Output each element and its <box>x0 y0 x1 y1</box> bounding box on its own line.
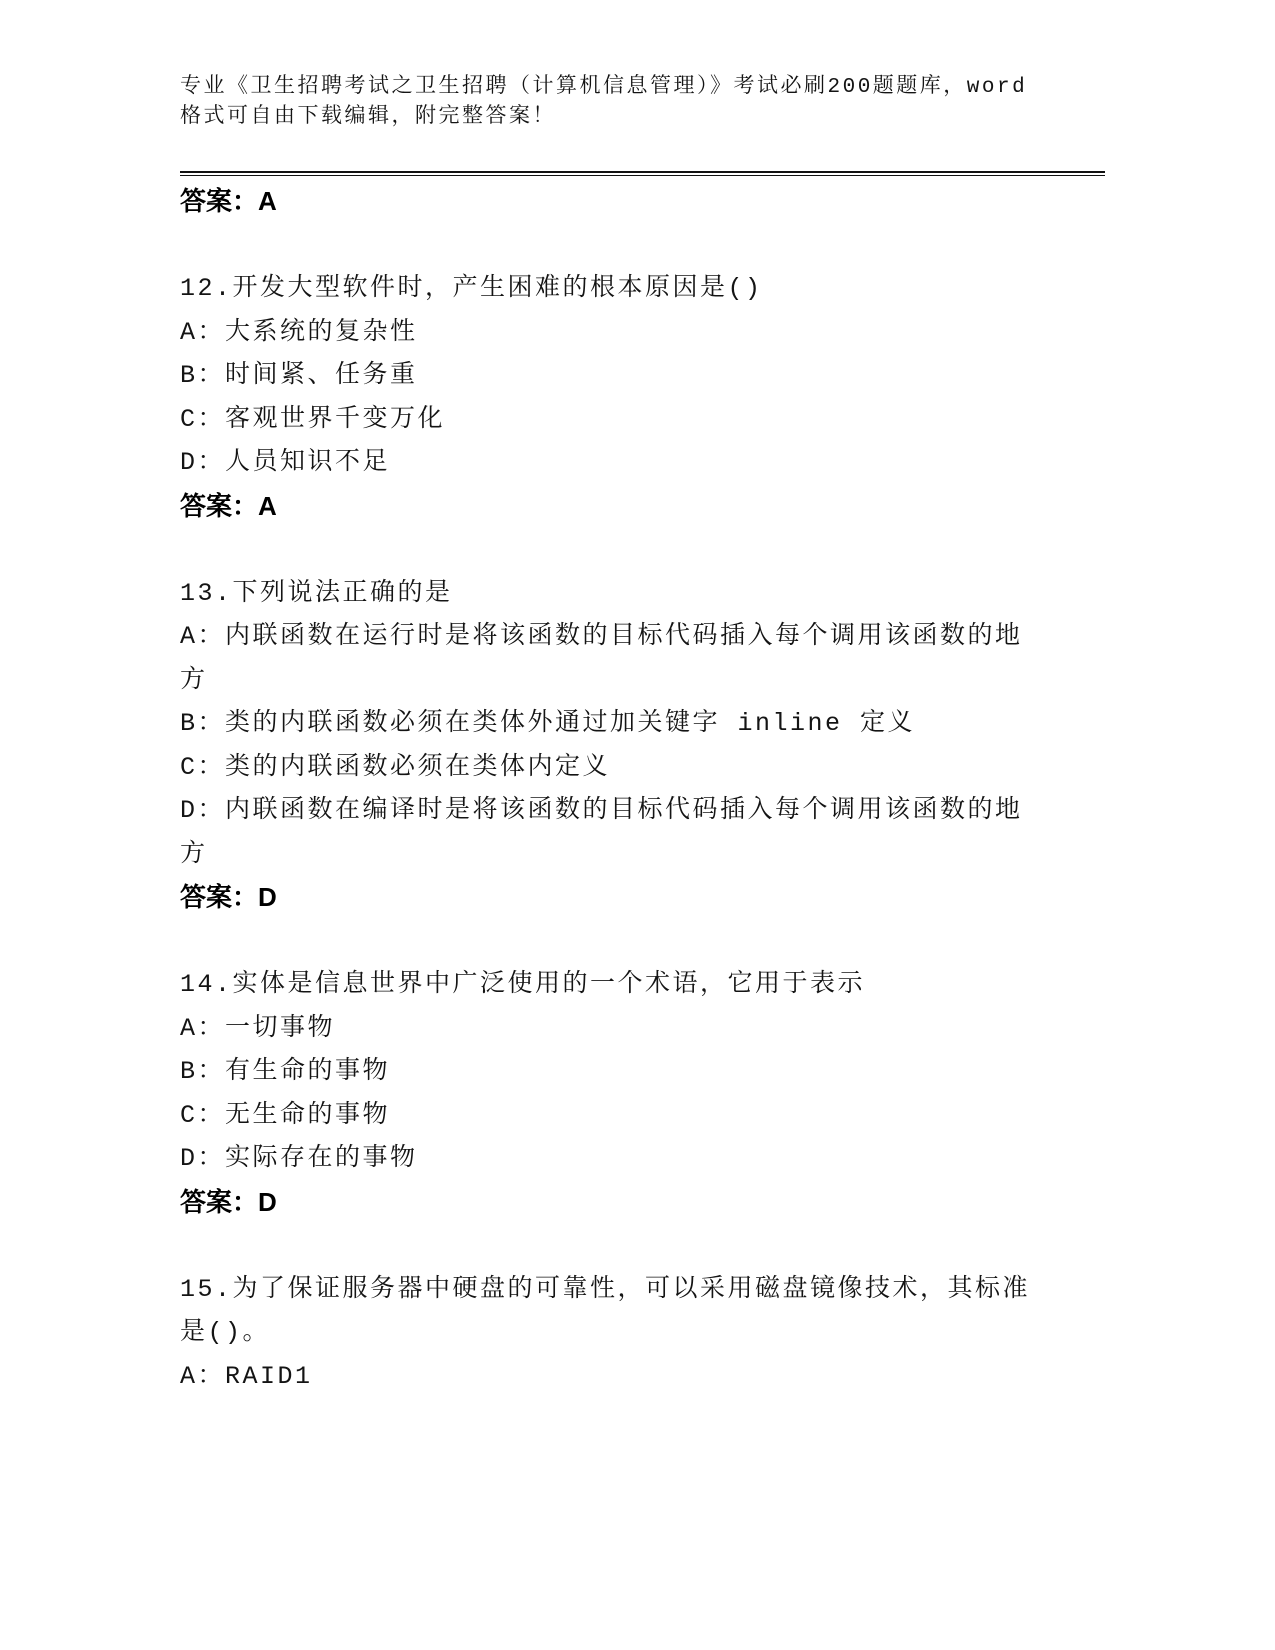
option-c <box>180 746 1040 790</box>
option-text: 无生命的事物 <box>225 1100 391 1130</box>
option-text: 类的内联函数必须在类体外通过加关键字 inline 定义 <box>225 709 916 738</box>
answer-value: A <box>258 186 277 216</box>
answer-line <box>180 485 1040 529</box>
answer-line <box>180 876 1040 920</box>
question-text: 开发大型软件时，产生困难的根本原因是() <box>232 274 763 303</box>
option-text: 有生命的事物 <box>225 1057 391 1086</box>
option-b <box>180 354 1040 398</box>
option-text: 一切事物 <box>225 1013 336 1043</box>
header-double-rule <box>180 171 1105 176</box>
option-d <box>180 789 1040 876</box>
option-a <box>180 311 1040 355</box>
option-label: B： <box>180 361 226 390</box>
option-text: 实际存在的事物 <box>225 1144 418 1173</box>
option-text: 大系统的复杂性 <box>225 317 418 347</box>
option-text: 内联函数在运行时是将该函数的目标代码插入每个调用该函数的地方 <box>180 622 1023 695</box>
question-title <box>180 963 1040 1007</box>
option-a <box>180 615 1040 702</box>
option-text: 客观世界千变万化 <box>225 404 446 434</box>
option-a <box>180 1355 1040 1399</box>
option-label: D： <box>180 448 226 477</box>
option-label: A： <box>180 1013 226 1043</box>
question-title <box>180 1268 1040 1355</box>
answer-value: A <box>258 490 277 521</box>
question-text: 下列说法正确的是 <box>232 578 453 608</box>
option-label: B： <box>180 709 226 738</box>
question-number: 15. <box>180 1274 233 1304</box>
answer-value: D <box>258 1186 277 1217</box>
question-13 <box>180 572 1040 920</box>
option-label: A： <box>180 1361 226 1391</box>
document-body <box>180 180 1040 1398</box>
answer-label: 答案： <box>180 1186 259 1217</box>
question-number: 12. <box>180 274 233 303</box>
question-number: 13. <box>180 578 233 608</box>
answer-value: D <box>258 882 277 912</box>
question-12 <box>180 267 1040 528</box>
option-c <box>180 398 1040 442</box>
option-c <box>180 1094 1040 1138</box>
option-label: B： <box>180 1057 226 1086</box>
document-header: 专业《卫生招聘考试之卫生招聘（计算机信息管理）》考试必刷200题题库，word格式可自由下载编辑，附完整答案！ <box>180 76 1028 129</box>
option-b <box>180 702 1040 746</box>
question-15 <box>180 1268 1040 1399</box>
answer-line <box>180 180 1040 224</box>
question-number: 14. <box>180 970 233 999</box>
option-label: D： <box>180 796 226 825</box>
question-text: 为了保证服务器中硬盘的可靠性，可以采用磁盘镜像技术，其标准是()。 <box>180 1274 1031 1347</box>
option-a <box>180 1007 1040 1051</box>
option-text: 内联函数在编译时是将该函数的目标代码插入每个调用该函数的地方 <box>180 796 1023 869</box>
option-label: C： <box>180 404 226 434</box>
question-title <box>180 267 1040 311</box>
option-text: 时间紧、任务重 <box>225 361 418 390</box>
option-d <box>180 1137 1040 1181</box>
option-text: RAID1 <box>225 1361 313 1391</box>
option-b <box>180 1050 1040 1094</box>
answer-label: 答案： <box>180 186 259 216</box>
question-14 <box>180 963 1040 1224</box>
question-title <box>180 572 1040 616</box>
option-text: 类的内联函数必须在类体内定义 <box>225 752 611 782</box>
question-text: 实体是信息世界中广泛使用的一个术语，它用于表示 <box>232 970 866 999</box>
answer-label: 答案： <box>180 882 259 912</box>
option-label: C： <box>180 1100 226 1130</box>
answer-label: 答案： <box>180 490 259 521</box>
option-d <box>180 441 1040 485</box>
option-label: C： <box>180 752 226 782</box>
option-text: 人员知识不足 <box>225 448 391 477</box>
option-label: A： <box>180 317 226 347</box>
answer-line <box>180 1181 1040 1225</box>
option-label: D： <box>180 1144 226 1173</box>
option-label: A： <box>180 622 226 651</box>
